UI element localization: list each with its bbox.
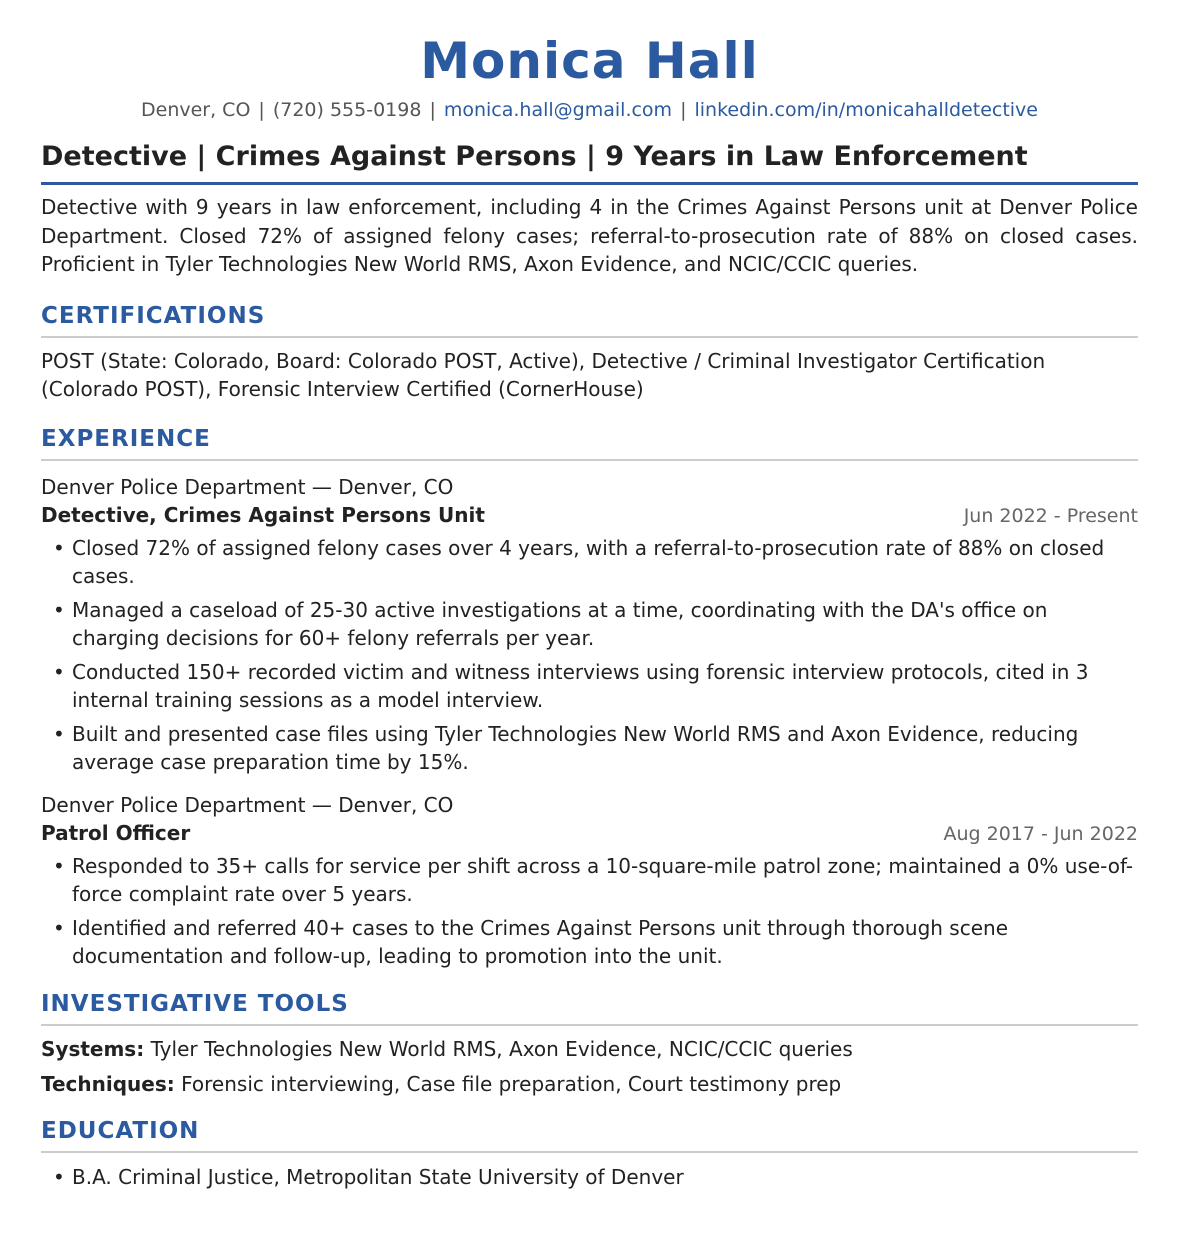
bullet-icon: • [53,1164,65,1189]
bullet-text: Closed 72% of assigned felony cases over 4 years, with a referral-to-prosecution rate of 88% on closed cases. [72,535,1105,588]
contact-separator: | [429,99,436,121]
bullet-icon: • [53,535,65,560]
summary-paragraph: Detective with 9 years in law enforcement, including 4 in the Crimes Against Persons unit at Denver Police Department. Closed 72% of assigned felony cases; referral-to-prosecution rate of 88% on closed cases. Proficient in Tyler Technologies New World RMS, Axon Evidence, and NCIC/CCIC queries. [41,195,1138,276]
skills-systems [41,1035,1138,1063]
list-item [41,720,1138,777]
contact-separator: | [680,99,687,121]
bullet-icon: • [53,915,65,940]
email-link[interactable]: monica.hall@gmail.com [443,99,673,121]
list-item [41,852,1138,909]
section-title-education: EDUCATION [41,1116,1138,1153]
section-title-certifications: CERTIFICATIONS [41,301,1138,338]
bullet-icon: • [53,597,65,622]
contact-separator: | [258,99,265,121]
education-degree: B.A. Criminal Justice, Metropolitan State University of Denver [72,1164,684,1189]
section-title-experience: EXPERIENCE [41,424,1138,461]
education-list [41,1163,1138,1192]
job-bullet-list [41,534,1138,777]
bullet-icon: • [53,659,65,684]
list-item [41,914,1138,971]
bullet-text: Managed a caseload of 25-30 active investigations at a time, coordinating with the DA's office on charging decisions for 60+ felony referrals per year. [72,597,1048,650]
bullet-text: Identified and referred 40+ cases to the Crimes Against Persons unit through thorough scene documentation and follow-up, leading to promotion into the unit. [72,915,1008,968]
job-employer: Denver Police Department — Denver, CO [41,474,454,499]
skills-techniques-label: Techniques: [41,1071,175,1096]
bullet-icon: • [53,853,65,878]
job-dates: Jun 2022 - Present [963,504,1138,527]
skills-techniques-value: Forensic interviewing, Case file preparation, Court testimony prep [181,1071,842,1096]
contact-phone: (720) 555-0198 [272,99,422,121]
list-item [41,658,1138,715]
section-title-investigative-tools: INVESTIGATIVE TOOLS [41,989,1138,1026]
skills-systems-value: Tyler Technologies New World RMS, Axon Evidence, NCIC/CCIC queries [150,1036,853,1061]
job-title: Patrol Officer [41,820,191,845]
list-item [41,596,1138,653]
skills-systems-label: Systems: [41,1036,145,1061]
job-employer: Denver Police Department — Denver, CO [41,792,454,817]
job-bullet-list [41,852,1138,971]
job-title: Detective, Crimes Against Persons Unit [41,502,485,527]
skills-techniques [41,1070,1138,1098]
job-role-row [41,819,1138,848]
job-role-row [41,501,1138,530]
job-entry-patrol [41,791,1138,971]
bullet-text: Responded to 35+ calls for service per shift across a 10-square-mile patrol zone; maintained a 0% use-of-force complaint rate over 5 years. [72,853,1134,906]
professional-headline: Detective | Crimes Against Persons | 9 Years in Law Enforcement [41,140,1138,185]
job-entry-detective [41,473,1138,777]
list-item [41,534,1138,591]
bullet-text: Conducted 150+ recorded victim and witness interviews using forensic interview protocols, cited in 3 internal training sessions as a model interview. [72,659,1089,712]
contact-line [41,98,1138,122]
contact-location: Denver, CO [141,99,251,121]
job-dates: Aug 2017 - Jun 2022 [943,822,1138,845]
candidate-name: Monica Hall [420,32,759,90]
list-item [41,1163,1138,1192]
bullet-text: Built and presented case files using Tyler Technologies New World RMS and Axon Evidence, reducing average case preparation time by 15%. [72,721,1079,774]
bullet-icon: • [53,721,65,746]
linkedin-link[interactable]: linkedin.com/in/monicahalldetective [694,99,1038,121]
certifications-text: POST (State: Colorado, Board: Colorado POST, Active), Detective / Criminal Investigator Certification (Colorado POST), Forensic Interview Certified (CornerHouse) [41,348,1046,401]
